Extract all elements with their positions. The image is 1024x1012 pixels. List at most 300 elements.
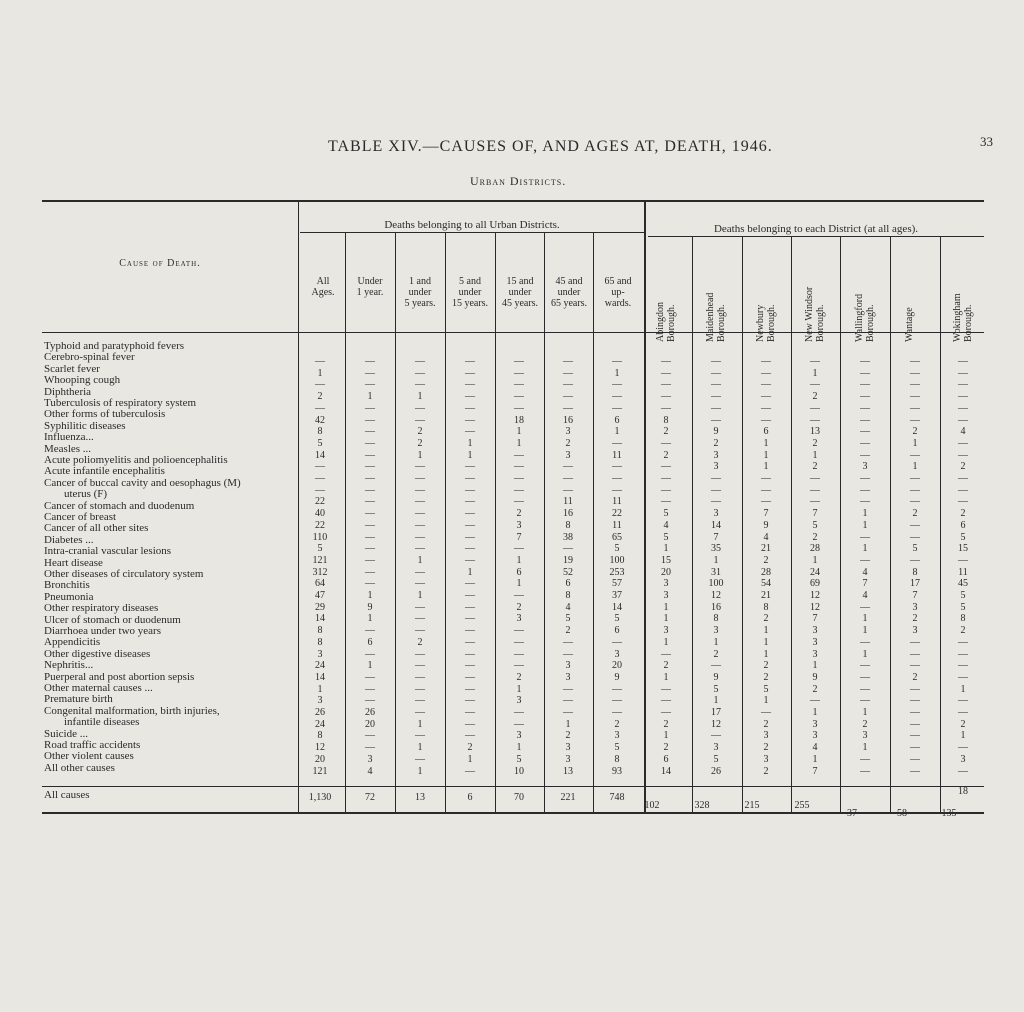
table-cell: 2: [812, 461, 818, 473]
table-cell: 5: [614, 543, 620, 555]
table-cell: —: [465, 402, 475, 414]
table-cell: —: [315, 473, 325, 484]
table-cell: 3: [663, 590, 669, 601]
table-cell: 4: [565, 601, 571, 613]
table-cell: —: [612, 636, 622, 648]
cause-label: Pneumonia: [44, 590, 94, 603]
column-rule: [692, 237, 693, 812]
table-cell: —: [711, 414, 721, 426]
header-line: 15 years.: [451, 298, 489, 309]
table-cell: —: [761, 484, 771, 496]
table-cell: —: [465, 391, 475, 403]
table-cell: 1: [467, 566, 473, 578]
table-cell: —: [810, 356, 820, 367]
table-cell: 1: [713, 636, 719, 648]
table-cell: —: [860, 379, 870, 391]
table-cell: 20: [365, 718, 375, 730]
table-cell: —: [810, 496, 820, 508]
table-cell: 8: [614, 753, 620, 765]
table-cell: 22: [315, 496, 325, 508]
table-cell: —: [415, 660, 425, 672]
table-cell: 14: [711, 519, 721, 531]
table-cell: 11: [612, 496, 622, 508]
table-cell: 52: [563, 566, 573, 578]
table-cell: 2: [663, 718, 669, 730]
table-cell: 1: [812, 449, 818, 461]
table-cell: 3: [516, 519, 522, 531]
table-cell: 1: [417, 590, 423, 601]
table-cell: —: [365, 508, 375, 520]
table-cell: 28: [810, 543, 820, 555]
table-cell: 2: [763, 660, 769, 672]
table-cell: —: [465, 590, 475, 601]
cause-label: Cancer of buccal cavity and oesophagus (M): [44, 476, 241, 489]
table-cell: —: [465, 578, 475, 590]
header-line: Borough.: [865, 304, 876, 342]
table-cell: —: [415, 379, 425, 391]
table-cell: —: [661, 473, 671, 484]
table-cell: 3: [565, 449, 571, 461]
table-cell: —: [365, 554, 375, 566]
table-cell: 1: [763, 625, 769, 637]
table-cell: —: [910, 707, 920, 718]
table-cell: —: [860, 391, 870, 403]
table-cell: 21: [761, 590, 771, 601]
table-cell: —: [514, 356, 524, 367]
table-cell: —: [415, 566, 425, 578]
table-cell: 1: [516, 437, 522, 449]
table-cell: —: [761, 707, 771, 718]
table-cell: 26: [365, 707, 375, 718]
table-cell: 1: [317, 367, 323, 379]
table-cell: —: [958, 554, 968, 566]
table-cell: 3: [565, 753, 571, 765]
table-cell: 3: [565, 742, 571, 754]
table-cell: —: [465, 379, 475, 391]
table-cell: 1: [960, 730, 966, 742]
table-cell: —: [365, 356, 375, 367]
table-cell: 14: [315, 613, 325, 625]
table-cell: 253: [609, 566, 625, 578]
table-cell: 3: [713, 625, 719, 637]
table-cell: 1: [367, 391, 373, 403]
cause-label: Other maternal causes ...: [44, 682, 153, 694]
table-cell: —: [465, 508, 475, 520]
table-cell: 1: [614, 367, 620, 379]
table-cell: —: [365, 379, 375, 391]
table-cell: —: [465, 473, 475, 484]
table-cell: 1: [467, 753, 473, 765]
header-line: Under: [357, 276, 383, 287]
table-cell: —: [612, 461, 622, 473]
table-cell: —: [910, 356, 920, 367]
header-line: under: [557, 287, 581, 298]
header-line: under: [508, 287, 532, 298]
table-cell: 3: [663, 578, 669, 590]
table-cell: 1: [417, 718, 423, 730]
table-cell: —: [365, 543, 375, 555]
table-cell: 8: [565, 519, 571, 531]
table-cell: 7: [812, 765, 818, 777]
cause-label: Typhoid and paratyphoid fevers: [44, 340, 185, 352]
table-cell: 3: [912, 625, 918, 637]
table-cell: —: [365, 367, 375, 379]
header-line: 45 years.: [501, 298, 539, 309]
total-cell: 58: [897, 808, 907, 819]
column-rule: [593, 233, 594, 812]
table-cell: 24: [315, 718, 325, 730]
table-cell: —: [958, 742, 968, 754]
table-cell: —: [365, 648, 375, 660]
table-cell: 7: [713, 531, 719, 543]
column-rule: [742, 237, 743, 812]
table-cell: —: [910, 718, 920, 730]
table-cell: —: [612, 379, 622, 391]
table-cell: —: [365, 519, 375, 531]
table-cell: —: [465, 683, 475, 695]
table-cell: —: [761, 391, 771, 403]
total-cell: 37: [847, 808, 857, 819]
table-cell: —: [465, 461, 475, 473]
cause-label: All other causes: [44, 761, 115, 774]
table-cell: —: [465, 426, 475, 438]
table-cell: 26: [315, 707, 325, 718]
table-cell: —: [514, 379, 524, 391]
age-column-header: [546, 276, 592, 309]
table-cell: 31: [711, 566, 721, 578]
column-rule: [298, 202, 299, 812]
table-cell: 1: [663, 636, 669, 648]
table-cell: —: [563, 648, 573, 660]
table-cell: —: [465, 496, 475, 508]
table-cell: —: [415, 543, 425, 555]
table-cell: —: [958, 636, 968, 648]
table-cell: 1: [417, 765, 423, 777]
cause-label: Nephritis...: [44, 659, 94, 672]
table-cell: 1: [516, 742, 522, 754]
table-cell: 3: [367, 753, 373, 765]
table-cell: —: [465, 613, 475, 625]
table-cell: —: [415, 367, 425, 379]
table-cell: —: [958, 473, 968, 484]
cause-label: Cancer of all other sites: [44, 522, 149, 535]
table-cell: —: [860, 496, 870, 508]
table-cell: —: [365, 484, 375, 496]
age-column-header: [300, 276, 346, 298]
table-cell: —: [958, 648, 968, 660]
header-line: under: [458, 287, 482, 298]
table-cell: 2: [812, 437, 818, 449]
table-cell: 5: [960, 590, 966, 601]
table-cell: 1: [763, 449, 769, 461]
total-cell: 13: [415, 792, 425, 803]
table-cell: —: [365, 426, 375, 438]
table-cell: —: [711, 402, 721, 414]
table-cell: 8: [317, 625, 323, 637]
table-cell: —: [711, 379, 721, 391]
table-cell: —: [910, 367, 920, 379]
table-cell: 3: [317, 695, 323, 707]
table-cell: 35: [711, 543, 721, 555]
table-cell: 1: [713, 554, 719, 566]
table-cell: 11: [563, 496, 573, 508]
table-cell: 3: [763, 753, 769, 765]
cause-label: Syphilitic diseases: [44, 419, 126, 432]
table-cell: —: [465, 730, 475, 742]
table-cell: —: [563, 473, 573, 484]
table-cell: 1: [516, 554, 522, 566]
table-cell: 2: [614, 718, 620, 730]
table-cell: 57: [612, 578, 622, 590]
table-cell: —: [514, 367, 524, 379]
total-cell: 72: [365, 792, 375, 803]
table-cell: 1: [663, 730, 669, 742]
table-cell: —: [860, 473, 870, 484]
table-cell: —: [365, 742, 375, 754]
table-cell: —: [514, 543, 524, 555]
district-column-header: [854, 294, 876, 342]
table-subtitle: Urban Districts.: [470, 174, 567, 188]
table-cell: 3: [713, 461, 719, 473]
table-cell: 4: [663, 519, 669, 531]
table-cell: 12: [810, 601, 820, 613]
column-rule: [791, 237, 792, 812]
table-cell: —: [810, 402, 820, 414]
table-cell: 3: [812, 730, 818, 742]
table-cell: 3: [713, 449, 719, 461]
table-cell: 1: [862, 625, 868, 637]
table-cell: 1: [862, 742, 868, 754]
table-cell: —: [860, 426, 870, 438]
table-cell: 2: [417, 426, 423, 438]
table-cell: —: [514, 648, 524, 660]
header-line: Borough.: [963, 304, 974, 342]
table-cell: —: [910, 379, 920, 391]
table-cell: —: [415, 648, 425, 660]
table-cell: 2: [663, 660, 669, 672]
cause-label: Bronchitis: [44, 579, 90, 592]
table-cell: —: [958, 414, 968, 426]
table-cell: —: [711, 356, 721, 367]
header-line: Newbury: [755, 304, 766, 342]
table-cell: 14: [612, 601, 622, 613]
table-cell: 3: [912, 601, 918, 613]
table-cell: 1: [912, 461, 918, 473]
table-cell: —: [661, 379, 671, 391]
table-cell: —: [910, 496, 920, 508]
table-cell: 1: [812, 367, 818, 379]
table-cell: 1: [516, 426, 522, 438]
table-cell: —: [661, 402, 671, 414]
table-cell: —: [415, 671, 425, 683]
table-cell: —: [761, 473, 771, 484]
table-cell: 3: [812, 648, 818, 660]
table-cell: 3: [812, 636, 818, 648]
table-cell: —: [465, 519, 475, 531]
table-cell: —: [860, 356, 870, 367]
table-cell: 3: [663, 625, 669, 637]
table-cell: 2: [663, 426, 669, 438]
table-cell: 1: [516, 683, 522, 695]
column-rule: [495, 233, 496, 812]
table-cell: —: [415, 496, 425, 508]
table-cell: 2: [467, 742, 473, 754]
table-cell: —: [563, 636, 573, 648]
table-cell: 54: [761, 578, 771, 590]
district-column-header: [804, 287, 826, 342]
table-cell: —: [661, 683, 671, 695]
table-cell: 24: [315, 660, 325, 672]
table-cell: —: [365, 437, 375, 449]
table-cell: —: [563, 391, 573, 403]
table-cell: 14: [315, 449, 325, 461]
header-line: 1 and: [409, 276, 431, 287]
table-cell: —: [612, 391, 622, 403]
table-cell: 9: [614, 671, 620, 683]
table-cell: 2: [912, 508, 918, 520]
table-cell: —: [465, 625, 475, 637]
table-cell: 47: [315, 590, 325, 601]
table-cell: 6: [614, 414, 620, 426]
table-cell: 1: [812, 753, 818, 765]
table-cell: 2: [565, 437, 571, 449]
table-cell: —: [415, 625, 425, 637]
total-cell: 255: [794, 800, 810, 811]
table-cell: —: [514, 625, 524, 637]
table-cell: —: [860, 414, 870, 426]
table-cell: —: [958, 356, 968, 367]
table-cell: —: [910, 660, 920, 672]
table-cell: 5: [317, 543, 323, 555]
table-cell: —: [761, 414, 771, 426]
totals-top-rule: [42, 786, 984, 787]
table-cell: —: [514, 718, 524, 730]
cause-label: Heart disease: [44, 556, 103, 569]
table-cell: —: [958, 484, 968, 496]
table-cell: 1: [812, 660, 818, 672]
header-line: Ages.: [311, 287, 335, 298]
table-cell: —: [958, 391, 968, 403]
table-cell: —: [910, 519, 920, 531]
district-column-header: [755, 305, 777, 343]
table-cell: 1: [467, 449, 473, 461]
table-cell: 26: [711, 765, 721, 777]
table-cell: 6: [663, 753, 669, 765]
cause-label: Cancer of breast: [44, 511, 117, 523]
table-cell: —: [661, 391, 671, 403]
table-cell: 3: [565, 660, 571, 672]
table-cell: 2: [763, 718, 769, 730]
table-cell: 2: [862, 718, 868, 730]
cause-label: Influenza...: [44, 431, 94, 444]
table-cell: —: [661, 437, 671, 449]
table-cell: 1: [812, 554, 818, 566]
cause-label: Cancer of stomach and duodenum: [44, 499, 195, 512]
district-column-header: [705, 293, 727, 342]
table-cell: 8: [713, 613, 719, 625]
table-cell: 2: [912, 613, 918, 625]
age-column-header: [347, 276, 393, 298]
table-cell: —: [465, 660, 475, 672]
table-cell: 121: [312, 554, 328, 566]
table-cell: —: [661, 707, 671, 718]
column-rule: [445, 233, 446, 812]
table-cell: 312: [312, 566, 328, 578]
table-cell: —: [465, 636, 475, 648]
table-cell: 5: [663, 531, 669, 543]
table-cell: —: [563, 356, 573, 367]
table-cell: 2: [763, 742, 769, 754]
header-line: under: [408, 287, 432, 298]
table-cell: —: [661, 367, 671, 379]
group1-header: Deaths belonging to all Urban Districts.: [384, 219, 560, 231]
table-cell: —: [711, 473, 721, 484]
table-cell: —: [365, 402, 375, 414]
table-cell: 1: [862, 648, 868, 660]
cause-label: uterus (F): [64, 488, 108, 501]
header-line: Abingdon: [655, 302, 666, 342]
table-cell: —: [761, 367, 771, 379]
table-cell: 1: [467, 437, 473, 449]
table-cell: —: [415, 753, 425, 765]
table-cell: 1: [367, 590, 373, 601]
table-cell: 7: [862, 578, 868, 590]
header-bottom-rule: [42, 332, 984, 333]
table-cell: 17: [910, 578, 920, 590]
table-cell: 3: [516, 730, 522, 742]
table-cell: 12: [810, 590, 820, 601]
table-cell: —: [365, 461, 375, 473]
table-cell: —: [415, 356, 425, 367]
table-cell: 5: [763, 683, 769, 695]
age-column-header: [595, 276, 641, 309]
table-cell: 3: [614, 730, 620, 742]
table-cell: —: [661, 484, 671, 496]
header-line: 5 years.: [404, 298, 436, 309]
table-cell: —: [365, 496, 375, 508]
column-rule: [345, 233, 346, 812]
table-cell: —: [563, 543, 573, 555]
table-cell: 4: [367, 765, 373, 777]
table-cell: 100: [609, 554, 625, 566]
table-cell: —: [612, 473, 622, 484]
table-cell: —: [465, 367, 475, 379]
table-cell: 5: [960, 601, 966, 613]
table-cell: 3: [713, 742, 719, 754]
table-cell: 3: [812, 625, 818, 637]
header-line: 1 year.: [356, 287, 384, 298]
table-cell: —: [910, 648, 920, 660]
total-cell: 102: [644, 800, 660, 811]
table-cell: 2: [912, 426, 918, 438]
table-cell: 1: [763, 648, 769, 660]
table-cell: —: [415, 519, 425, 531]
table-cell: —: [860, 367, 870, 379]
table-cell: 14: [315, 671, 325, 683]
table-cell: —: [514, 636, 524, 648]
table-cell: 1: [565, 718, 571, 730]
table-cell: —: [365, 683, 375, 695]
table-cell: —: [415, 484, 425, 496]
table-cell: 3: [516, 695, 522, 707]
table-cell: 2: [960, 508, 966, 520]
table-cell: —: [860, 660, 870, 672]
table-cell: 5: [912, 543, 918, 555]
table-cell: 1: [862, 543, 868, 555]
cause-label: Tuberculosis of respiratory system: [44, 397, 197, 409]
table-cell: —: [860, 695, 870, 707]
table-cell: 37: [612, 590, 622, 601]
